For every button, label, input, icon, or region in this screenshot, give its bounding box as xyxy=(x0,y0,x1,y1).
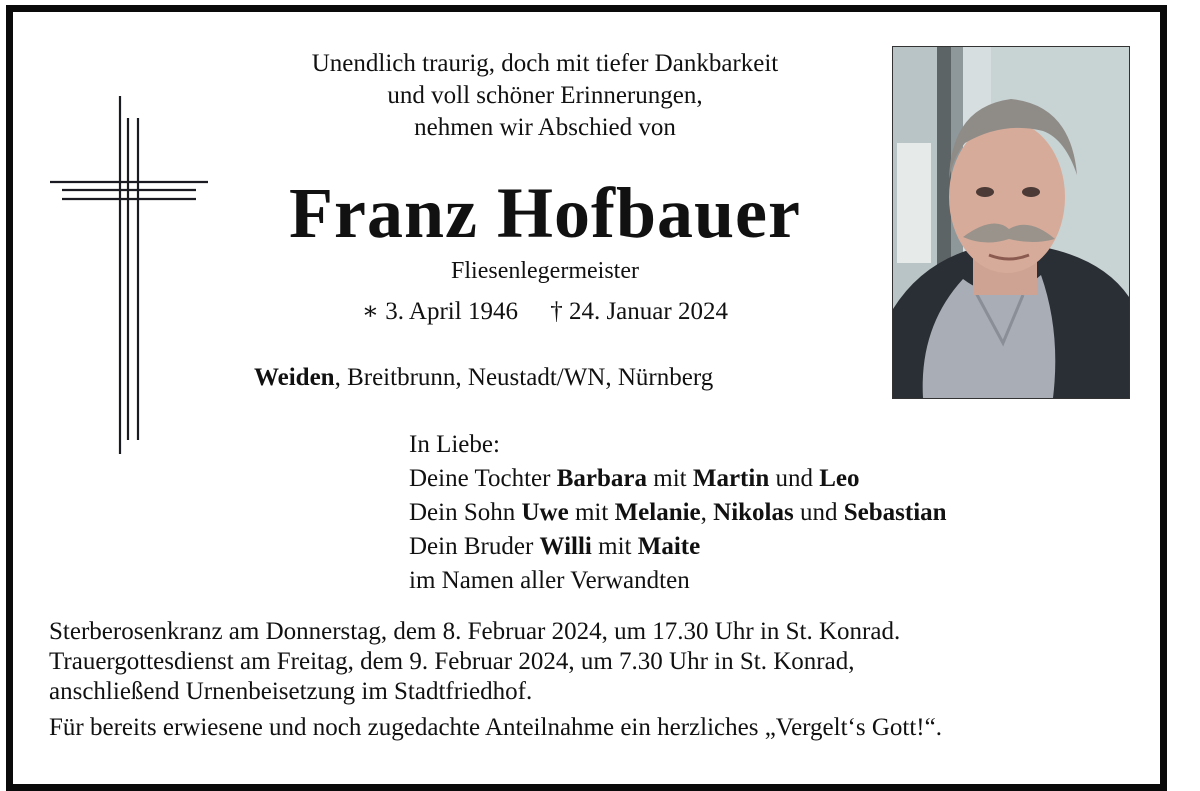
family-text: und xyxy=(793,499,844,526)
thanks-text: Für bereits erwiesene und noch zugedachte Anteilnahme ein herzliches „Vergelt‘s Gott!“. xyxy=(49,714,942,741)
family-member: Melanie xyxy=(614,499,701,526)
places xyxy=(254,362,713,394)
family-member: Martin xyxy=(692,465,770,492)
family-text: mit xyxy=(591,533,638,560)
intro-line: nehmen wir Abschied von xyxy=(414,114,676,141)
profession: Fliesenlegermeister xyxy=(451,258,639,284)
intro-line: und voll schöner Erinnerungen, xyxy=(387,82,703,109)
family-signatures xyxy=(409,428,947,598)
family-line xyxy=(409,530,947,564)
birth-star-icon: ∗ xyxy=(362,298,380,325)
family-line: im Namen aller Verwandten xyxy=(409,567,690,594)
family-text: und xyxy=(769,465,820,492)
family-line xyxy=(409,462,947,496)
family-member: Uwe xyxy=(521,499,569,526)
family-text: Dein Sohn xyxy=(409,499,522,526)
family-line xyxy=(409,496,947,530)
death-cross-icon: † xyxy=(550,298,563,325)
place-primary: Weiden xyxy=(254,364,335,391)
family-member: Sebastian xyxy=(843,499,947,526)
intro-line: Unendlich traurig, doch mit tiefer Dankbarkeit xyxy=(311,50,779,77)
family-member: Nikolas xyxy=(713,499,794,526)
place-rest: , Breitbrunn, Neustadt/WN, Nürnberg xyxy=(334,364,714,391)
family-text: mit xyxy=(568,499,615,526)
birth-date: 3. April 1946 xyxy=(385,298,518,325)
rosary-info: Sterberosenkranz am Donnerstag, dem 8. Februar 2024, um 17.30 Uhr in St. Konrad. xyxy=(49,618,901,645)
funeral-service-info: Trauergottesdienst am Freitag, dem 9. Februar 2024, um 7.30 Uhr in St. Konrad, xyxy=(49,648,855,675)
family-text: Dein Bruder xyxy=(409,533,540,560)
family-member: Willi xyxy=(539,533,592,560)
portrait-photo xyxy=(892,46,1130,399)
cross-icon xyxy=(50,96,210,456)
deceased-name: Franz Hofbauer xyxy=(289,173,801,253)
burial-info: anschließend Urnenbeisetzung im Stadtfriedhof. xyxy=(49,678,533,705)
life-dates xyxy=(200,296,890,328)
family-member: Leo xyxy=(819,465,860,492)
family-text: , xyxy=(700,499,714,526)
family-text: mit xyxy=(647,465,693,492)
family-heading: In Liebe: xyxy=(409,431,500,458)
family-member: Maite xyxy=(637,533,701,560)
intro-text xyxy=(200,48,890,144)
death-date: 24. Januar 2024 xyxy=(568,298,728,325)
family-member: Barbara xyxy=(556,465,648,492)
family-text: Deine Tochter xyxy=(409,465,557,492)
service-info xyxy=(49,617,942,743)
